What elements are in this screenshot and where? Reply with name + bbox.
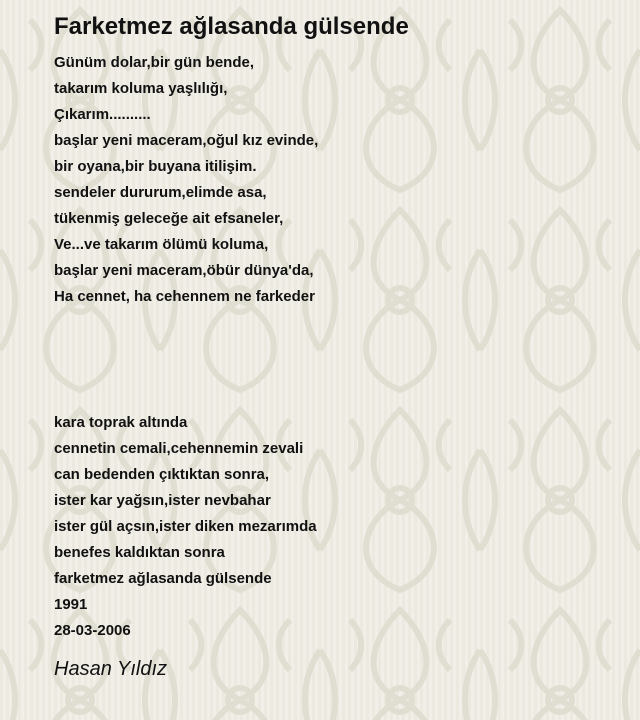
poem-line: başlar yeni maceram,oğul kız evinde, bbox=[54, 132, 319, 149]
poem-line: Günüm dolar,bir gün bende, bbox=[54, 54, 255, 71]
poem-line: Ha cennet, ha cehennem ne farkeder bbox=[54, 288, 315, 305]
poem-line: ister gül açsın,ister diken mezarımda bbox=[54, 518, 317, 535]
poem-stanza-1 bbox=[54, 50, 614, 310]
poem-container bbox=[54, 12, 614, 682]
poem-date-full: 28-03-2006 bbox=[54, 622, 131, 639]
poem-line: can bedenden çıktıktan sonra, bbox=[54, 466, 270, 483]
poem-line: benefes kaldıktan sonra bbox=[54, 544, 225, 561]
poem-line: sendeler dururum,elimde asa, bbox=[54, 184, 267, 201]
poem-line: başlar yeni maceram,öbür dünya'da, bbox=[54, 262, 314, 279]
poem-line: farketmez ağlasanda gülsende bbox=[54, 570, 272, 587]
poem-date-year: 1991 bbox=[54, 596, 88, 613]
poem-line: Ve...ve takarım ölümü koluma, bbox=[54, 236, 269, 253]
poem-line: Çıkarım.......... bbox=[54, 106, 151, 123]
poem-author: Hasan Yıldız bbox=[54, 658, 168, 680]
poem-stanza-2 bbox=[54, 410, 614, 644]
poem-line: cennetin cemali,cehennemin zevali bbox=[54, 440, 304, 457]
poem-line: ister kar yağsın,ister nevbahar bbox=[54, 492, 271, 509]
poem-title: Farketmez ağlasanda gülsende bbox=[54, 13, 409, 40]
poem-line: tükenmiş geleceğe ait efsaneler, bbox=[54, 210, 284, 227]
poem-line: bir oyana,bir buyana itilişim. bbox=[54, 158, 257, 175]
poem-line: kara toprak altında bbox=[54, 414, 188, 431]
poem-line: takarım koluma yaşlılığı, bbox=[54, 80, 228, 97]
